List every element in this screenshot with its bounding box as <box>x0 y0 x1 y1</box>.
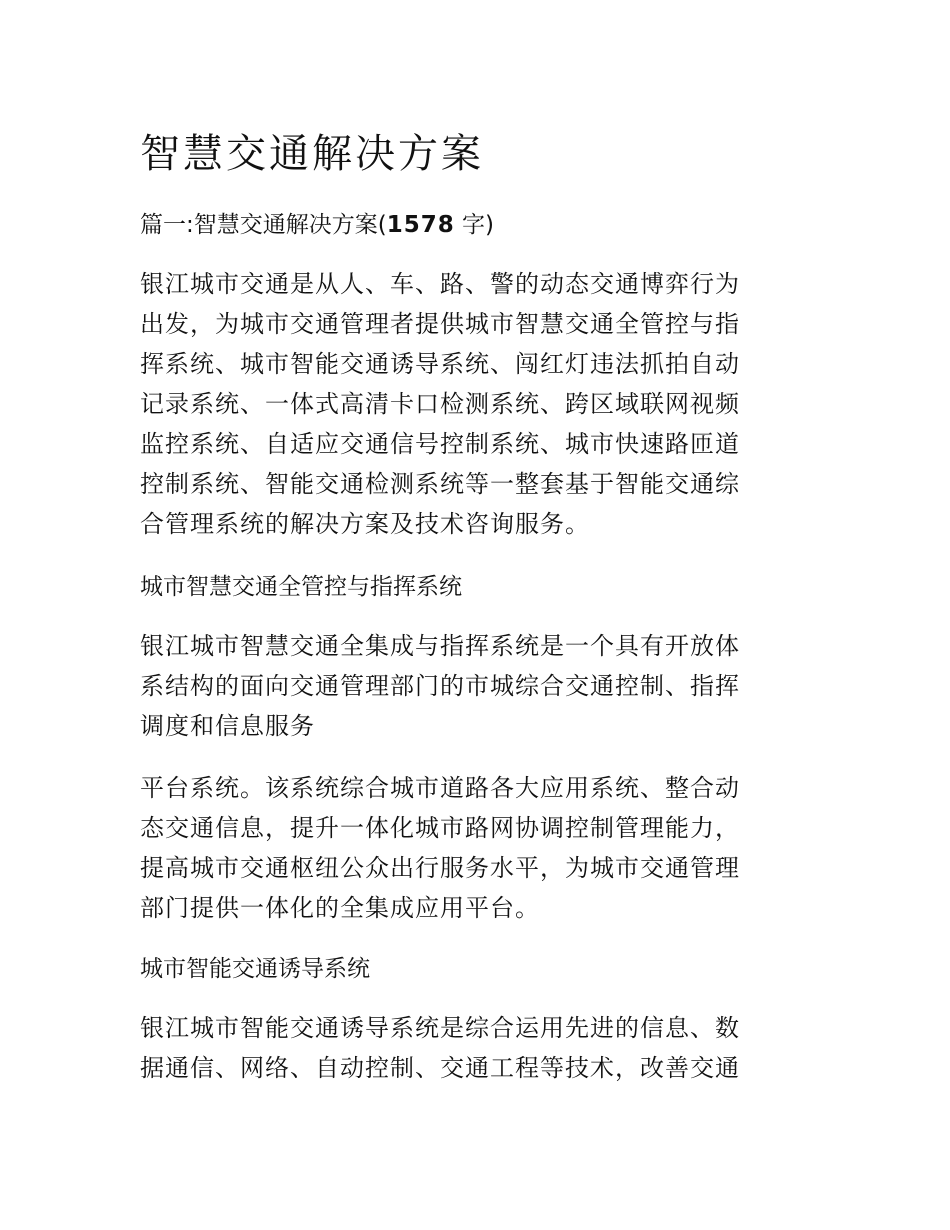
paragraph-line: 挥系统、城市智能交通诱导系统、闯红灯违法抓拍自动 <box>140 350 740 378</box>
subtitle-suffix: 字) <box>454 212 495 238</box>
paragraph-line: 银江城市智能交通诱导系统是综合运用先进的信息、数 <box>140 1014 740 1042</box>
paragraph-line: 平台系统。该系统综合城市道路各大应用系统、整合动 <box>140 774 740 802</box>
paragraph-line: 银江城市智慧交通全集成与指挥系统是一个具有开放体 <box>140 632 740 660</box>
paragraph-line: 控制系统、智能交通检测系统等一整套基于智能交通综 <box>140 470 740 498</box>
subtitle-word-count: 1578 <box>386 212 455 238</box>
section-heading-guidance-system: 城市智能交通诱导系统 <box>140 956 370 982</box>
subtitle-prefix: 篇一:智慧交通解决方案( <box>140 212 387 238</box>
paragraph-line: 调度和信息服务 <box>140 712 315 740</box>
paragraph-line: 提高城市交通枢纽公众出行服务水平，为城市交通管理 <box>140 854 740 882</box>
intro-paragraph <box>140 264 740 544</box>
paragraph-line: 监控系统、自适应交通信号控制系统、城市快速路匝道 <box>140 430 740 458</box>
document-subtitle <box>140 208 494 242</box>
paragraph-line: 记录系统、一体式高清卡口检测系统、跨区域联网视频 <box>140 390 740 418</box>
paragraph-line: 合管理系统的解决方案及技术咨询服务。 <box>140 510 590 538</box>
section-heading-command-system: 城市智慧交通全管控与指挥系统 <box>140 574 462 600</box>
document-title: 智慧交通解决方案 <box>140 131 484 177</box>
paragraph-line: 态交通信息，提升一体化城市路网协调控制管理能力， <box>140 814 740 842</box>
paragraph-line: 银江城市交通是从人、车、路、警的动态交通博弈行为 <box>140 270 740 298</box>
paragraph-line: 出发，为城市交通管理者提供城市智慧交通全管控与指 <box>140 310 740 338</box>
section1-paragraph-1 <box>140 626 740 746</box>
paragraph-line: 部门提供一体化的全集成应用平台。 <box>140 894 540 922</box>
paragraph-line: 系结构的面向交通管理部门的市城综合交通控制、指挥 <box>140 672 740 700</box>
section1-paragraph-2 <box>140 768 740 928</box>
section2-paragraph <box>140 1008 740 1088</box>
paragraph-line: 据通信、网络、自动控制、交通工程等技术，改善交通 <box>140 1054 740 1082</box>
